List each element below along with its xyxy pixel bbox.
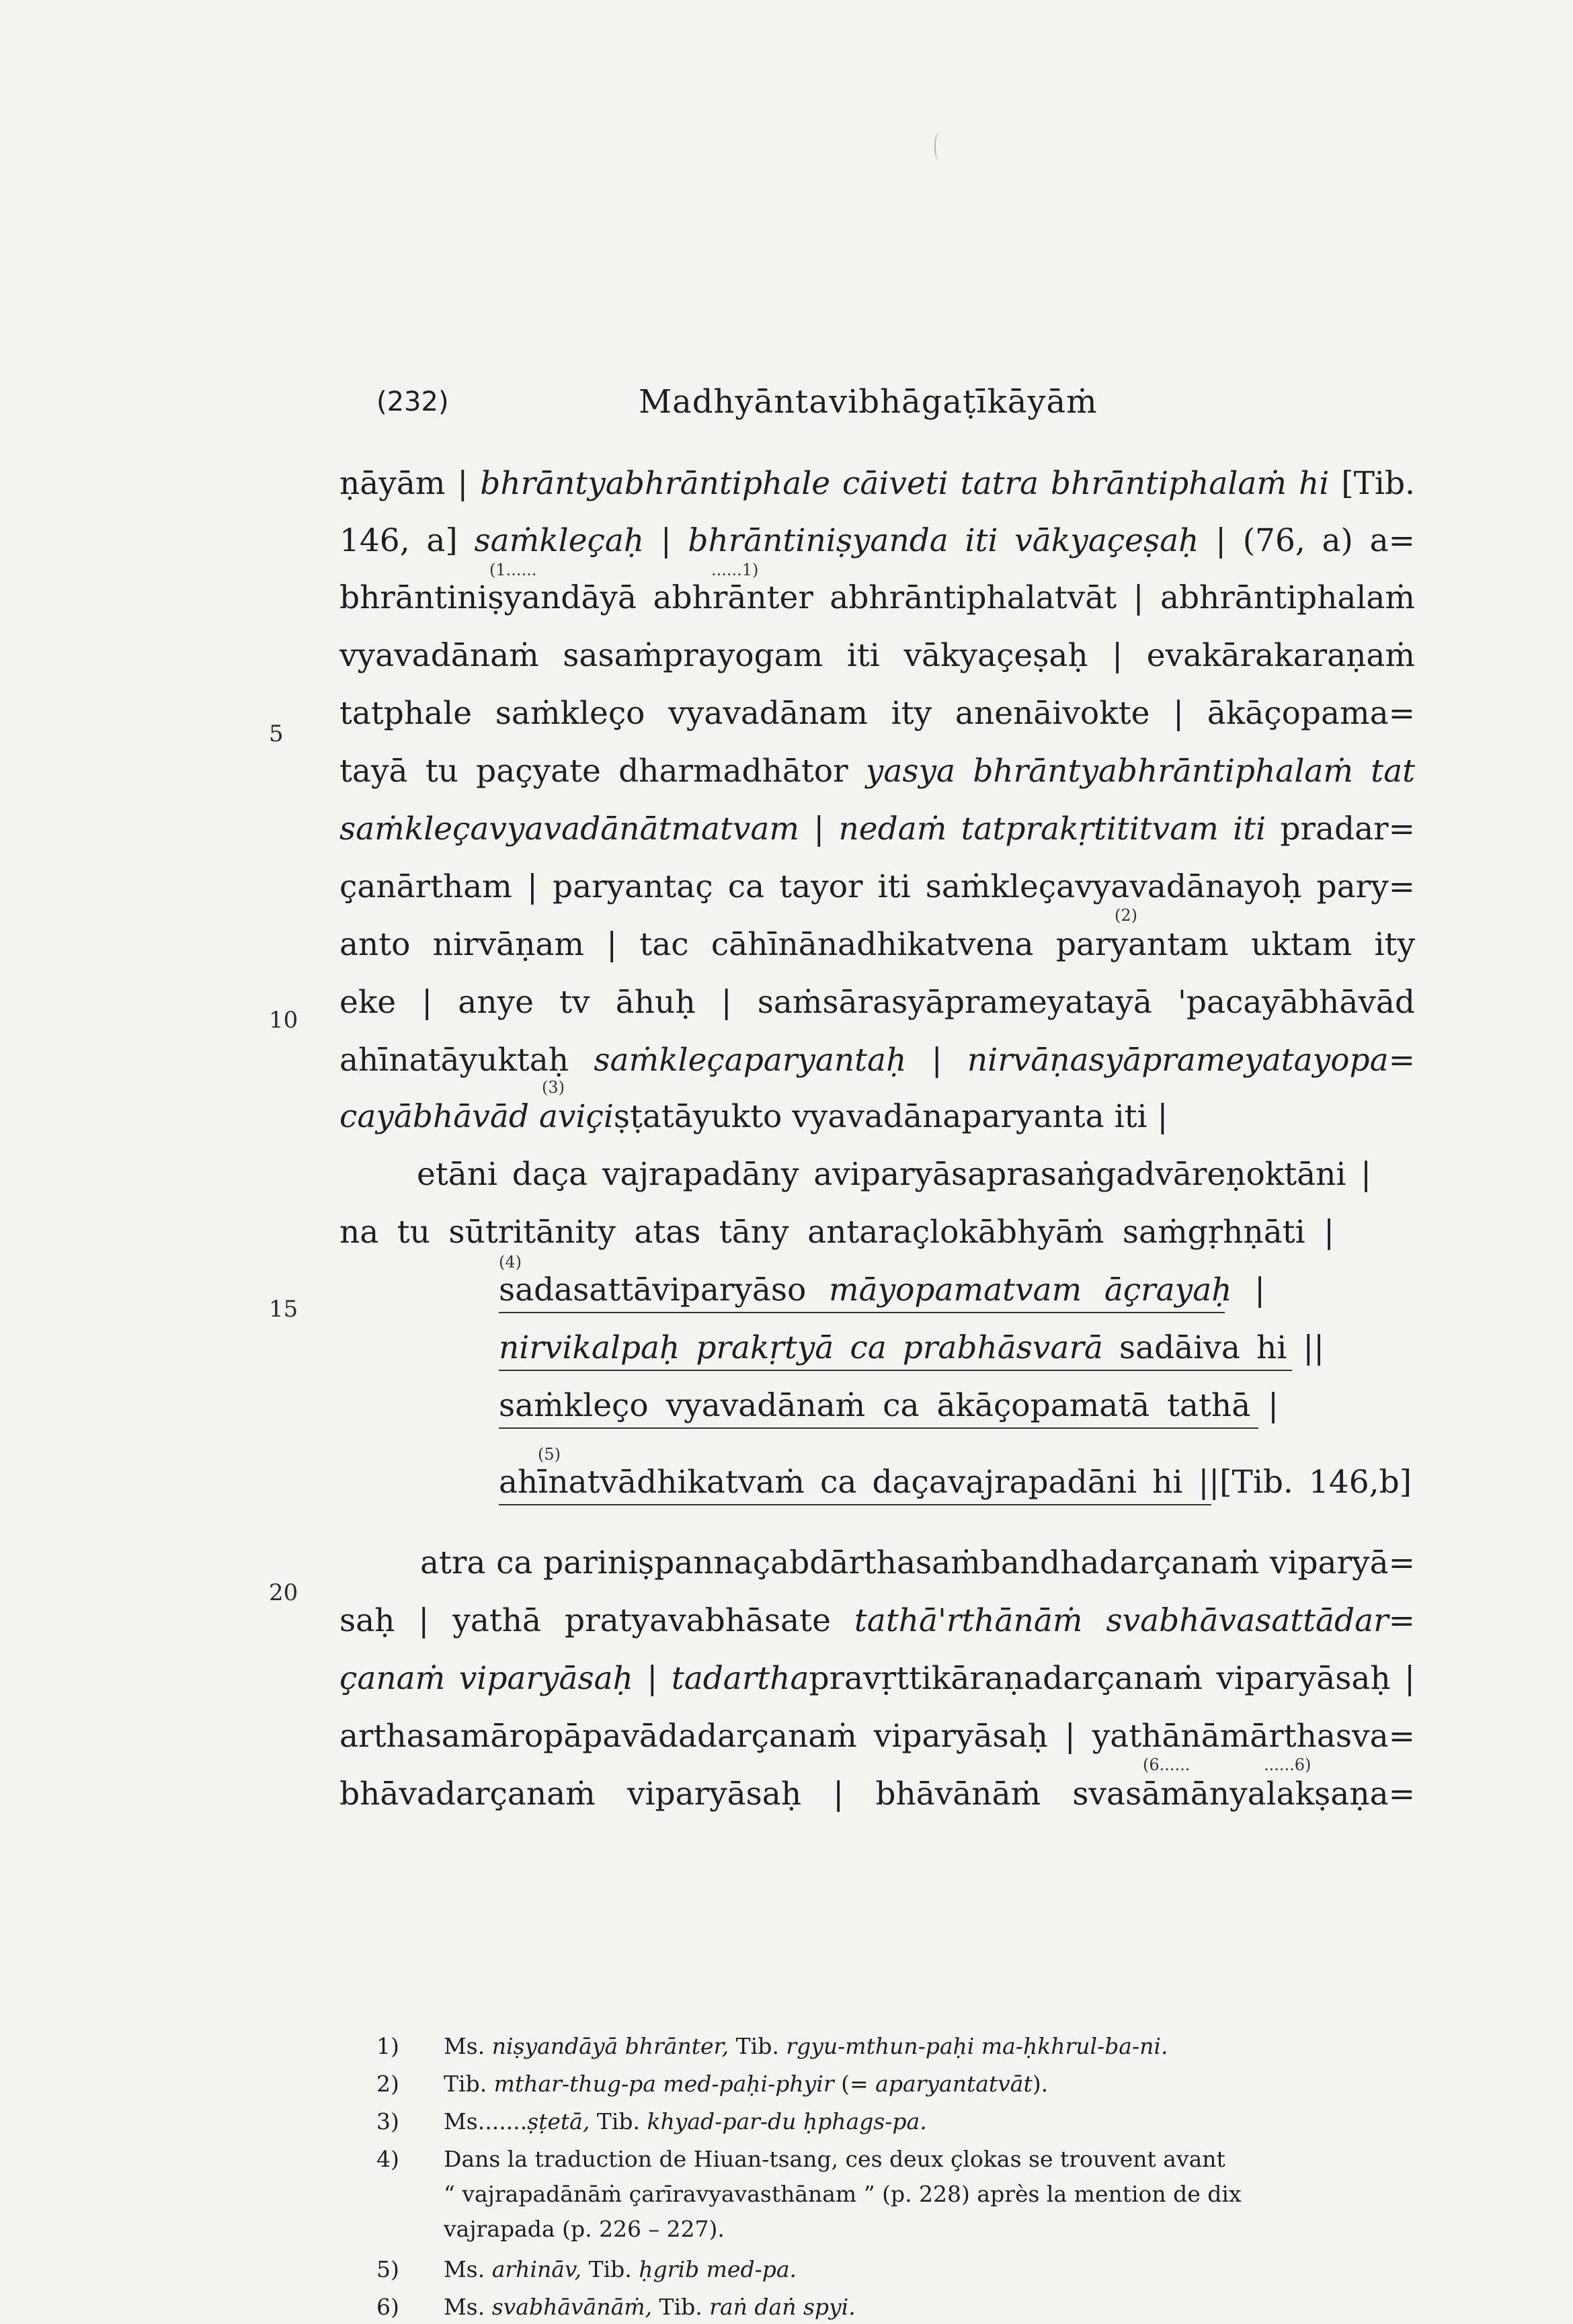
text-line-7: saṁkleçavyavadānātmatvam | nedaṁ tatprakṛtititvam iti pradar= xyxy=(339,811,1415,847)
text-line-11: ahīnatāyuktaḥ saṁkleçaparyantaḥ | nirvāṇasyāprameyatayopa= xyxy=(339,1042,1415,1079)
marker-2: (2) xyxy=(1115,906,1137,925)
marker-5: (5) xyxy=(538,1445,561,1464)
verse-line-2: nirvikalpaḥ prakṛtyā ca prabhāsvarā sadāiva hi || xyxy=(499,1329,1324,1366)
text-line-10: eke | anye tv āhuḥ | saṁsārasyāprameyatayā 'pacayābhāvād xyxy=(339,984,1415,1021)
line-number-10: 10 xyxy=(269,1007,298,1034)
text-line-13: etāni daça vajrapadāny aviparyāsaprasaṅgadvāreṇoktāni | xyxy=(417,1156,1371,1193)
text-line-1: ṇāyām | bhrāntyabhrāntiphale cāiveti tatra bhrāntiphalaṁ hi [Tib. xyxy=(339,465,1415,502)
text-line-2: 146, a] saṁkleçaḥ | bhrāntiniṣyanda iti vākyaçeṣaḥ | (76, a) a= xyxy=(339,522,1416,559)
paper-mark xyxy=(934,133,942,160)
marker-6-close: ......6) xyxy=(1264,1755,1312,1774)
page-number: (232) xyxy=(376,386,449,417)
text-line-5: tatphale saṁkleço vyavadānam ity anenāivokte | ākāçopama= xyxy=(339,695,1415,732)
document-page: (232) Madhyāntavibhāgaṭīkāyāṁ 5 10 15 20 ṇāyām | bhrāntyabhrāntiphale cāiveti tatra bhrāntiphalaṁ hi [Tib. 146, a] saṁkleçaḥ | bhrāntiniṣyanda iti vākyaçeṣaḥ | (76, a) a= (1...... ......1) bhrāntiniṣyandāyā abhrānter abhrāntiphalatvāt | abhrāntiphalaṁ vyavadānaṁ sasaṁprayogam iti vākyaçeṣaḥ | evakārakaraṇaṁ tatphale saṁkleço vyavadānam ity anenāivokte | ākāçopama= tayā tu paçyate dharmadhātor yasya bhrāntyabhrāntiphalaṁ tat saṁkleçavyavadānātmatvam | nedaṁ tatprakṛtititvam iti pradar= çanārtham | paryantaç ca tayor iti saṁkleçavyavadānayoḥ pary= (2) anto nirvāṇam | tac cāhīnānadhikatvena paryantam uktam ity eke | anye tv āhuḥ | saṁsārasyāprameyatayā 'pacayābhāvād ahīnatāyuktaḥ saṁkleçaparyantaḥ | nirvāṇasyāprameyatayopa= (3) cayābhāvād aviçiṣṭatāyukto vyavadānaparyanta iti | etāni daça vajrapadāny aviparyāsaprasaṅgadvāreṇoktāni | na tu sūtritānity atas tāny antaraçlokābhyāṁ saṁgṛhṇāti | (4) sadasattāviparyāso māyopamatvam āçrayaḥ | nirvikalpaḥ prakṛtyā ca prabhāsvarā sadāiva hi || saṁkleço vyavadānaṁ ca ākāçopamatā tathā | (5) ahīnatvādhikatvaṁ ca daçavajrapadāni hi ||[Tib. 146,b] atra ca pariniṣpannaçabdārthasaṁbandhadarçanaṁ viparyā= saḥ | yathā pratyavabhāsate tathā'rthānāṁ svabhāvasattādar= çanaṁ viparyāsaḥ | tadarthapravṛttikāraṇadarçanaṁ viparyāsaḥ | arthasamāropāpavādadarçanaṁ viparyāsaḥ | yathānāmārthasva= (6...... ......6) bhāvadarçanaṁ viparyāsaḥ | bhāvānāṁ svasāmānyalakṣaṇa= 1) Ms. niṣyandāyā bhrānter, Tib. rgyu-mthun-paḥi ma-ḥkhrul-ba-ni. 2) Tib. mthar-thug-pa med-paḥi-phyir (= aparyantatvāt). 3) Ms.......ṣṭetā, Tib. khyad-par-du ḥphags-pa. 4) Dans la traduction de Hiuan-tsang, ces deux çlokas se trouvent avant “ vajrapadānāṁ çarīravyavasthānam ” (p. 228) après la mention de dix vajrapada (p. 226 – 227). 5) Ms. arhināv, Tib. ḥgrib med-pa. 6) Ms. svabhāvānāṁ, Tib. raṅ daṅ spyi. xyxy=(0,0,1573,2225)
verse-underline-3 xyxy=(499,1427,1258,1429)
text-line-9: anto nirvāṇam | tac cāhīnānadhikatvena paryantam uktam ity xyxy=(339,926,1415,963)
text-line-4: vyavadānaṁ sasaṁprayogam iti vākyaçeṣaḥ | evakārakaraṇaṁ xyxy=(339,637,1415,674)
verse-line-3: saṁkleço vyavadānaṁ ca ākāçopamatā tathā | xyxy=(499,1387,1279,1424)
text-line-12: cayābhāvād aviçiṣṭatāyukto vyavadānaparyanta iti | xyxy=(339,1098,1168,1135)
text-line-18: arthasamāropāpavādadarçanaṁ viparyāsaḥ | yathānāmārthasva= xyxy=(339,1718,1415,1755)
page-header xyxy=(350,382,1223,422)
line-number-20: 20 xyxy=(269,1579,298,1606)
marker-3: (3) xyxy=(542,1078,565,1097)
verse-line-1: sadasattāviparyāso māyopamatvam āçrayaḥ | xyxy=(499,1272,1265,1309)
text-line-16: saḥ | yathā pratyavabhāsate tathā'rthānāṁ svabhāvasattādar= xyxy=(339,1602,1415,1639)
text-line-17: çanaṁ viparyāsaḥ | tadarthapravṛttikāraṇadarçanaṁ viparyāsaḥ | xyxy=(339,1660,1415,1697)
line-number-15: 15 xyxy=(269,1296,298,1323)
text-line-3: bhrāntiniṣyandāyā abhrānter abhrāntiphalatvāt | abhrāntiphalaṁ xyxy=(339,579,1415,616)
marker-1-close: ......1) xyxy=(711,561,759,579)
line-number-5: 5 xyxy=(269,720,284,747)
text-line-8: çanārtham | paryantaç ca tayor iti saṁkleçavyavadānayoḥ pary= xyxy=(339,868,1415,905)
verse-underline-4 xyxy=(499,1504,1211,1505)
verse-underline-1 xyxy=(499,1312,1225,1313)
marker-4: (4) xyxy=(499,1253,522,1272)
verse-underline-2 xyxy=(499,1370,1292,1371)
text-line-15: atra ca pariniṣpannaçabdārthasaṁbandhadarçanaṁ viparyā= xyxy=(420,1544,1415,1581)
marker-6-open: (6...... xyxy=(1143,1755,1191,1774)
text-line-14: na tu sūtritānity atas tāny antaraçlokābhyāṁ saṁgṛhṇāti | xyxy=(339,1214,1334,1251)
running-title: Madhyāntavibhāgaṭīkāyāṁ xyxy=(639,383,1098,421)
text-line-19: bhāvadarçanaṁ viparyāsaḥ | bhāvānāṁ svasāmānyalakṣaṇa= xyxy=(339,1776,1415,1813)
marker-1-open: (1...... xyxy=(489,561,537,579)
text-line-6: tayā tu paçyate dharmadhātor yasya bhrāntyabhrāntiphalaṁ tat xyxy=(339,753,1415,790)
verse-line-4: ahīnatvādhikatvaṁ ca daçavajrapadāni hi ||[Tib. 146,b] xyxy=(499,1464,1412,1501)
